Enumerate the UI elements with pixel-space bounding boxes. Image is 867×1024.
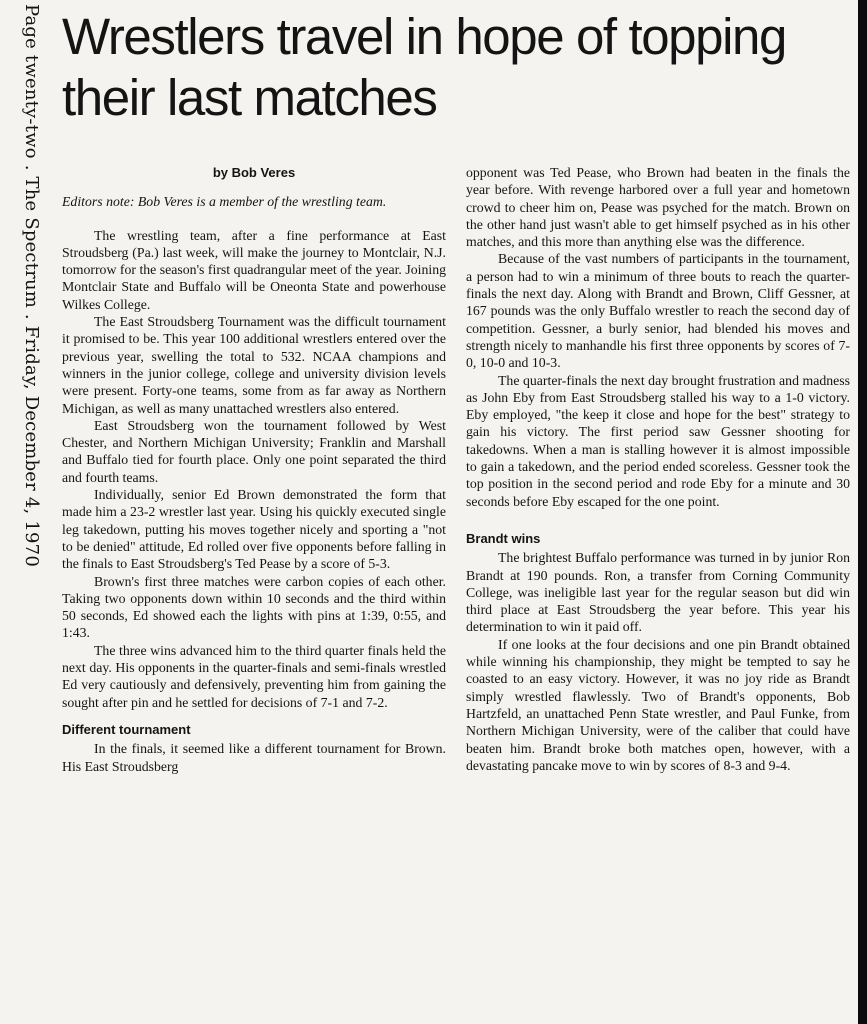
- paragraph: Individually, senior Ed Brown demonstrated the form that made him a 23-2 wrestler last year. Using his quickly executed single leg takedown, putting his moves together nicely and sporting a "not to be denied" attitude, Ed rolled over five opponents before falling in the finals to East Stroudsberg's Ted Pease by a score of 5-3.: [62, 487, 446, 572]
- running-head: Page twenty-two . The Spectrum . Friday, December 4, 1970: [21, 4, 42, 567]
- subhead-brandt-wins: Brandt wins: [466, 530, 541, 546]
- paragraph: opponent was Ted Pease, who Brown had beaten in the finals the year before. With revenge harbored over a full year and hometown crowd to cheer him on, Pease was psyched for the match. Brown on the other hand just wasn't able to get himself psyched as in his other matches, and this more than anything else was the difference.: [466, 165, 850, 250]
- subhead-different-tournament: Different tournament: [62, 721, 191, 737]
- running-head-sidebar: [2, 4, 42, 567]
- right-column: [466, 164, 850, 774]
- paragraph: The quarter-finals the next day brought frustration and madness as John Eby from East Stroudsberg stalled his way to a 1-0 victory. Eby employed, "the keep it close and hope for the best" strategy to gain his victory. The first period saw Gessner shooting for takedowns. When a man is stalling however it is almost impossible to gain a takedown, and the period ended scoreless. Gessner took the top position in the second period and rode Eby for a minute and 30 seconds before Eby escaped for the one point.: [466, 372, 850, 509]
- paragraph: East Stroudsberg won the tournament followed by West Chester, and Northern Michigan University; Franklin and Marshall and Buffalo tied for fourth place. Only one point separated the third and fourth teams.: [62, 417, 446, 485]
- paragraph: The three wins advanced him to the third quarter finals held the next day. His opponents in the quarter-finals and semi-finals wrestled Ed very cautiously and defensively, preventing him from gaining the sought after pin and he settled for decisions of 7-1 and 7-2.: [62, 642, 446, 710]
- paragraph: In the finals, it seemed like a different tournament for Brown. His East Stroudsberg: [62, 741, 446, 774]
- left-column: [62, 160, 446, 775]
- paragraph: The East Stroudsberg Tournament was the difficult tournament it promised to be. This year 100 additional wrestlers entered over the previous year, swelling the total to 532. NCAA champions and winners in the junior college, college and university division levels were present. Forty-one teams, some from as far away as Northern Michigan, as well as many unattached wrestlers also entered.: [62, 314, 446, 416]
- paragraph: The brightest Buffalo performance was turned in by junior Ron Brandt at 190 pounds. Ron, a transfer from Corning Community College, was ineligible last year for the regular season but did win third place at East Stroudsberg the year before. This year his determination to win it paid off.: [466, 550, 850, 635]
- editor-note: Editors note: Bob Veres is a member of the wrestling team.: [62, 194, 387, 210]
- paragraph: Because of the vast numbers of participants in the tournament, a person had to win a minimum of three bouts to reach the quarter-finals the next day. Along with Brandt and Brown, Cliff Gessner, at 167 pounds was the only Buffalo wrestler to reach the second day of competition. Gessner, a burly senior, had blended his moves and strength nicely to manhandle his first three opponents by scores of 7-0, 10-0 and 10-3.: [466, 251, 850, 371]
- paragraph: Brown's first three matches were carbon copies of each other. Taking two opponents down within 10 seconds and the third within 50 seconds, Ed showed each the lights with pins at 1:39, 0:55, and 1:43.: [62, 573, 446, 641]
- page-edge-rule: [858, 0, 867, 1024]
- byline: by Bob Veres: [212, 165, 296, 180]
- paragraph: The wrestling team, after a fine performance at East Stroudsberg (Pa.) last week, will make the journey to Montclair, N.J. tomorrow for the season's first quadrangular meet of the year. Joining Montclair State and Buffalo will be Oneonta State and powerhouse Wilkes College.: [62, 227, 446, 312]
- headline: Wrestlers travel in hope of topping their last matches: [62, 8, 786, 126]
- paragraph: If one looks at the four decisions and one pin Brandt obtained while winning his championship, they might be tempted to say he coasted to an easy victory. However, it was no joy ride as Brandt simply wrestled flawlessly. Two of Brandt's opponents, Bob Hartzfeld, an unattached Penn State wrestler, and Paul Funke, from Northern Michigan University, were of the caliber that could have beaten him. Brandt broke both matches open, however, with a devastating pancake move to win by scores of 8-3 and 9-4.: [466, 636, 850, 773]
